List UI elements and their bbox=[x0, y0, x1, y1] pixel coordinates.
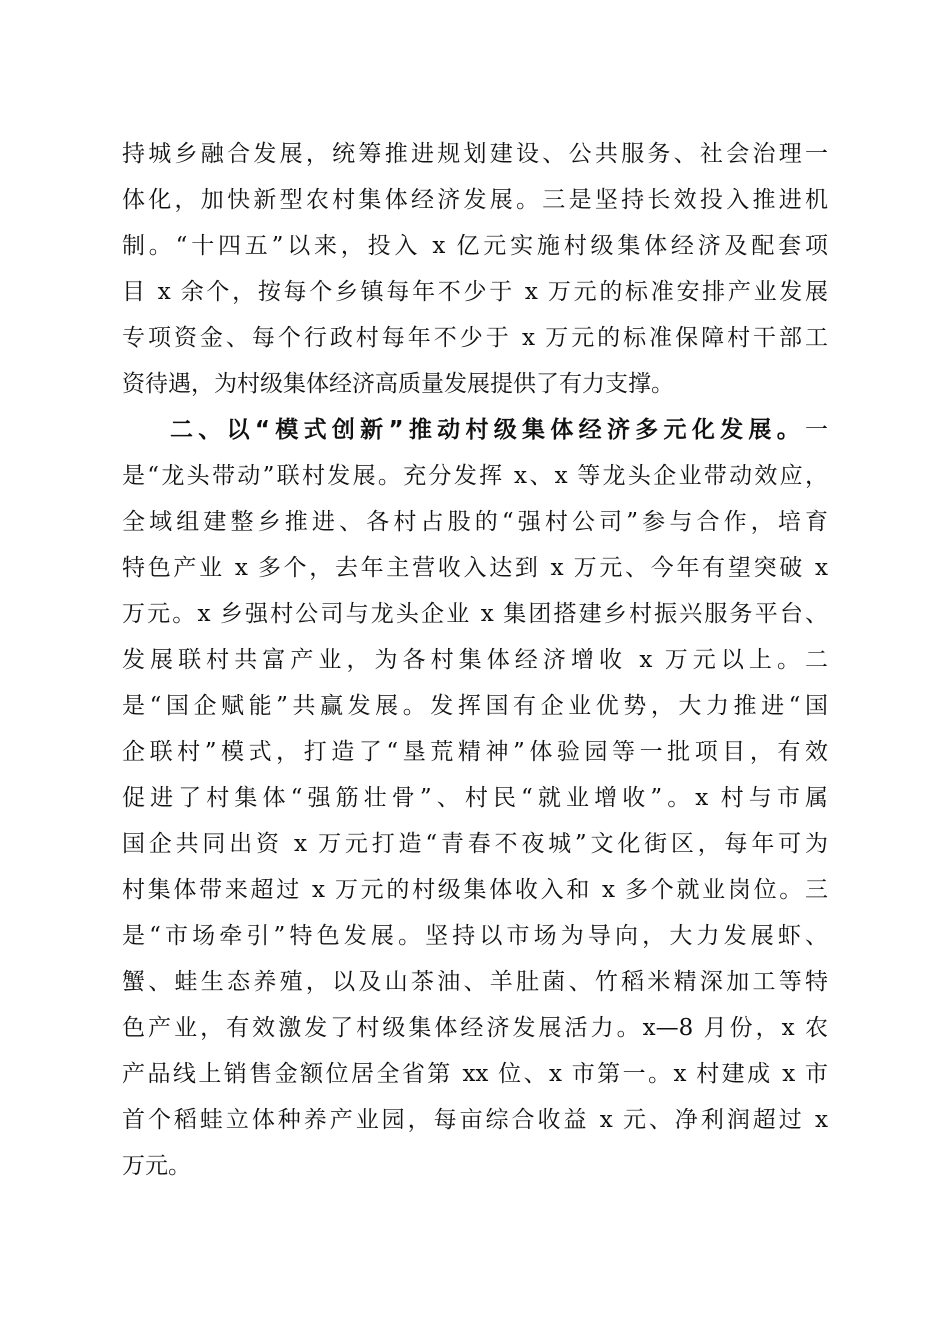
paragraph-line: 色产业，有效激发了村级集体经济发展活力。x—8 月份，x 农 bbox=[122, 1015, 828, 1041]
paragraph-line: 资待遇，为村级集体经济高质量发展提供了有力支撑。 bbox=[122, 371, 674, 397]
paragraph-line: 持城乡融合发展，统筹推进规划建设、公共服务、社会治理一 bbox=[122, 141, 828, 167]
paragraph-line: 促进了村集体“强筋壮骨”、村民“就业增收”。x 村与市属 bbox=[122, 785, 828, 811]
paragraph-line: 全域组建整乡推进、各村占股的“强村公司”参与合作，培育 bbox=[122, 509, 828, 535]
paragraph-line: 万元。 bbox=[122, 1153, 191, 1179]
section-heading-line bbox=[170, 410, 828, 450]
paragraph-line: 体化，加快新型农村集体经济发展。三是坚持长效投入推进机 bbox=[122, 187, 828, 213]
paragraph-line: 产品线上销售金额位居全省第 xx 位、x 市第一。x 村建成 x 市 bbox=[122, 1061, 828, 1087]
heading-tail: 一 bbox=[805, 417, 828, 443]
paragraph-line: 企联村”模式，打造了“垦荒精神”体验园等一批项目，有效 bbox=[122, 739, 828, 765]
section-heading: 二、以“模式创新”推动村级集体经济多元化发展。 bbox=[170, 417, 805, 443]
paragraph-line: 国企共同出资 x 万元打造“青春不夜城”文化街区，每年可为 bbox=[122, 831, 828, 857]
paragraph-line: 是“国企赋能”共赢发展。发挥国有企业优势，大力推进“国 bbox=[122, 693, 828, 719]
paragraph-line: 制。“十四五”以来，投入 x 亿元实施村级集体经济及配套项 bbox=[122, 233, 828, 259]
paragraph-line: 发展联村共富产业，为各村集体经济增收 x 万元以上。二 bbox=[122, 647, 828, 673]
paragraph-line: 万元。x 乡强村公司与龙头企业 x 集团搭建乡村振兴服务平台、 bbox=[122, 601, 828, 627]
paragraph-line: 首个稻蛙立体种养产业园，每亩综合收益 x 元、净利润超过 x bbox=[122, 1107, 828, 1133]
paragraph-line: 是“市场牵引”特色发展。坚持以市场为导向，大力发展虾、 bbox=[122, 923, 828, 949]
paragraph-line: 特色产业 x 多个，去年主营收入达到 x 万元、今年有望突破 x bbox=[122, 555, 828, 581]
paragraph-line: 专项资金、每个行政村每年不少于 x 万元的标准保障村干部工 bbox=[122, 325, 828, 351]
paragraph-line: 目 x 余个，按每个乡镇每年不少于 x 万元的标准安排产业发展 bbox=[122, 279, 828, 305]
paragraph-line: 是“龙头带动”联村发展。充分发挥 x、x 等龙头企业带动效应， bbox=[122, 463, 828, 489]
paragraph-line: 村集体带来超过 x 万元的村级集体收入和 x 多个就业岗位。三 bbox=[122, 877, 828, 903]
paragraph-line: 蟹、蛙生态养殖，以及山茶油、羊肚菌、竹稻米精深加工等特 bbox=[122, 969, 828, 995]
